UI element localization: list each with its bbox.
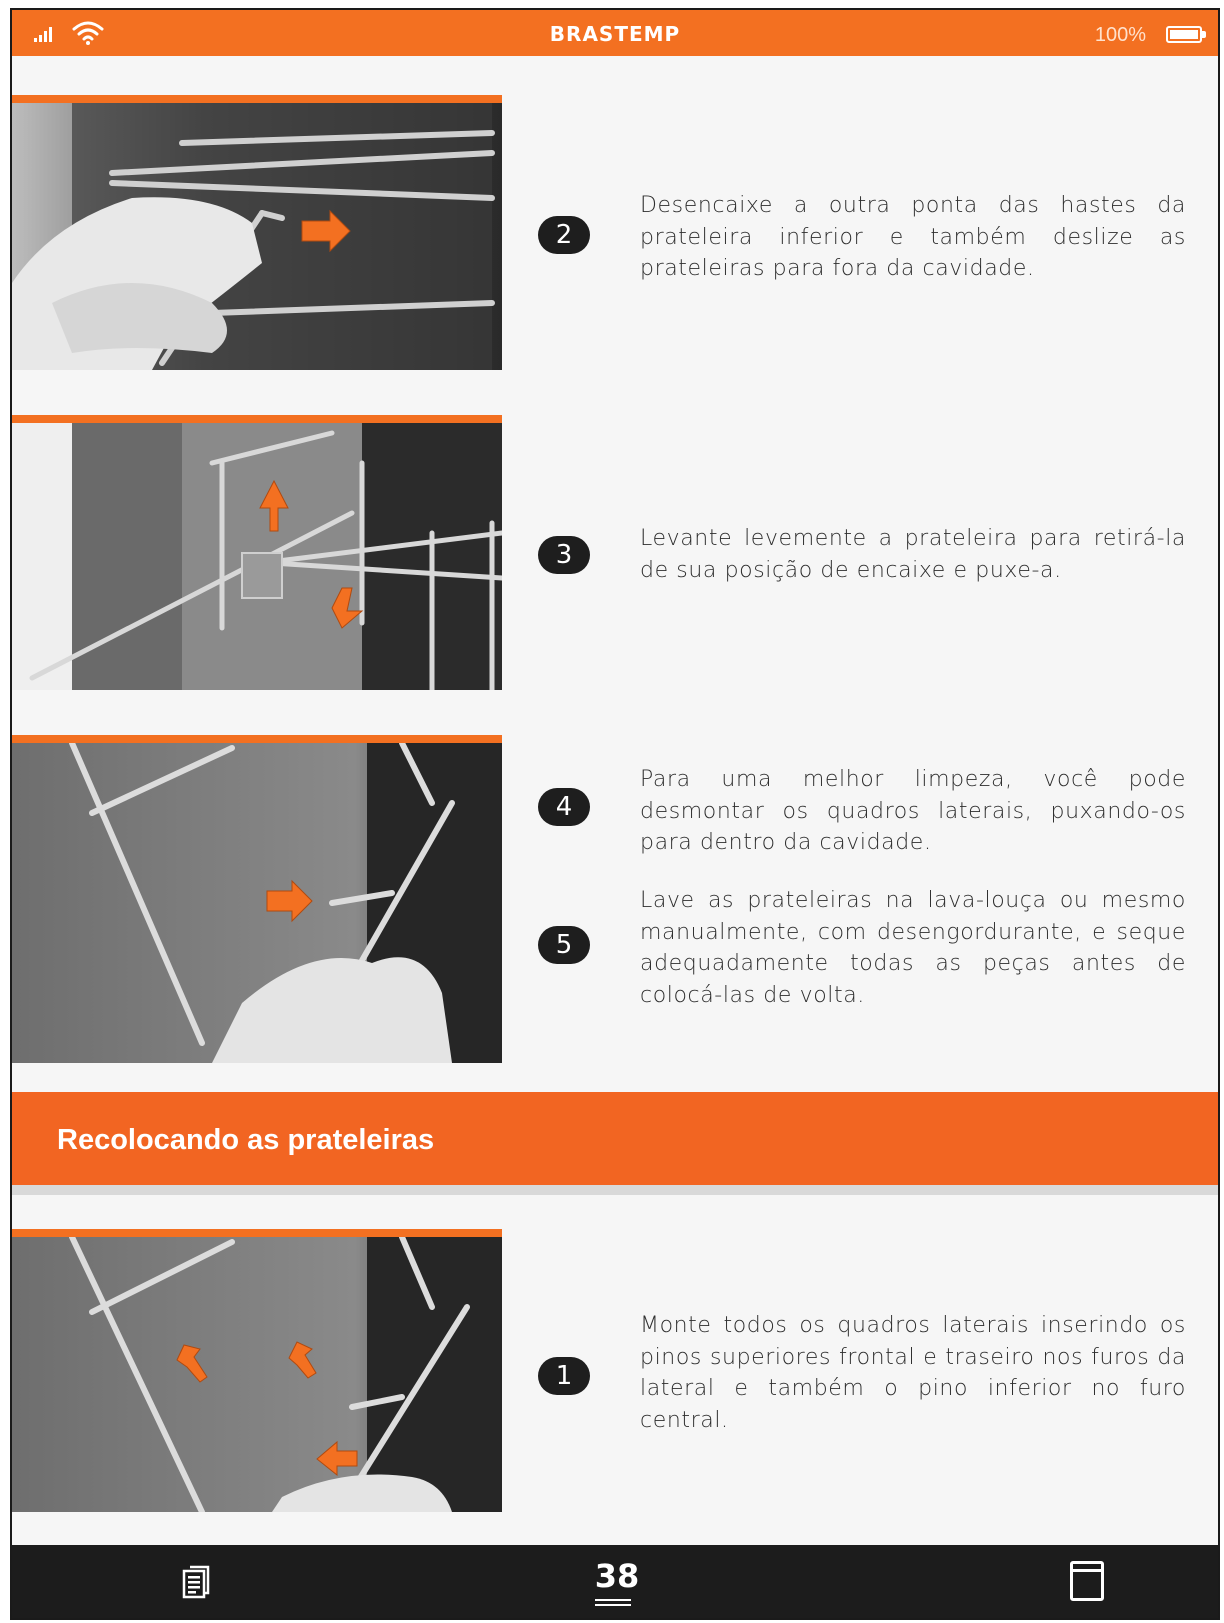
step-instruction: Desencaixe a outra ponta das hastes da prateleira inferior e também deslize as prateleiras para fora da cavidade. [640,193,1186,281]
page-number[interactable]: 38 [594,1557,640,1595]
step-1-photo [12,1229,502,1512]
step-number-badge: 5 [538,926,590,964]
step-3-photo [12,415,502,690]
step-instruction: Para uma melhor limpeza, você pode desmontar os quadros laterais, puxando-os para dentro da cavidade. [640,767,1186,855]
oven-icon[interactable] [1070,1561,1104,1601]
manual-page [10,8,1220,1620]
section-header [12,1092,1220,1185]
step-number-badge: 2 [538,216,590,254]
step-2-photo [12,95,502,370]
step-instruction: Monte todos os quadros laterais inserindo os pinos superiores frontal e traseiro nos furos da lateral e também o pino inferior no furo central. [640,1313,1186,1433]
status-bar [12,10,1218,56]
section-title: Recolocando as prateleiras [57,1124,435,1156]
step-instruction: Lave as prateleiras na lava-louça ou mesmo manualmente, com desengordurante, e seque adequadamente todas as peças antes de colocá-las de volta. [640,888,1186,1008]
document-list-icon[interactable] [182,1565,210,1599]
brand-logo: BRASTEMP [549,22,681,46]
step-4-photo [12,735,502,1063]
page-menu-lines [595,1599,631,1609]
step-number-badge: 4 [538,788,590,826]
bottom-navigation [12,1545,1218,1620]
step-instruction: Levante levemente a prateleira para retirá-la de sua posição de encaixe e puxe-a. [640,526,1186,583]
battery-percentage: 100% [1094,24,1146,46]
step-number-badge: 1 [538,1357,590,1395]
step-number-badge: 3 [538,536,590,574]
battery-icon [1166,26,1202,43]
